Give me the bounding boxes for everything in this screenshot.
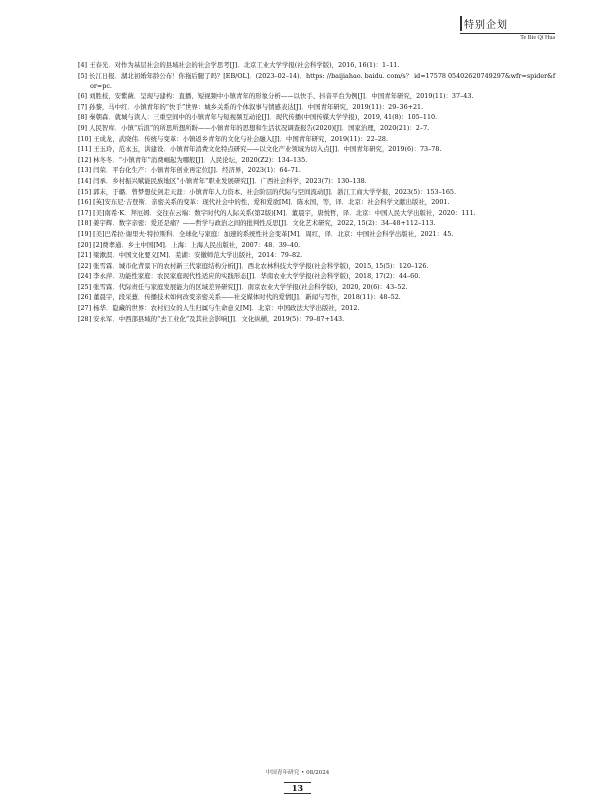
reference-item: [28] 安永军．中西部县域的“去工业化”及其社会影响[J]．文化纵横，2019(5)：79–87+143. [78, 314, 345, 323]
reference-item: [21] 梁漱溟．中国文化要义[M]．芜湖：安徽师范大学出版社，2014：79–82. [78, 251, 303, 260]
reference-item: [20] [2]费孝通．乡土中国[M]．上海：上海人民出版社，2007：48．39–40. [78, 240, 301, 249]
reference-item: [11] 王玉玲，范永玉，洪建设．小镇青年消费文化特点研究——以文化产业领域为切入点[J]．中国青年研究，2019(6)：73–78. [78, 145, 442, 154]
reference-item: [7] 孙黎，马中红．小镇青年的“快手”世界：城乡关系的个体叙事与情感表达[J]．中国青年研究，2019(11)：29–36+21. [78, 102, 424, 111]
reference-item: [15] 郭未，于璐．曾梦想仗剑走天涯：小镇青年人力资本、社会阶层的代际与空间流动[J]．浙江工商大学学报，2023(5)：153–165. [78, 187, 456, 196]
reference-item: [4] 王春光．对作为基层社会的县域社会的社会学思考[J]．北京工业大学学报(社会科学版)，2016, 16(1)：1–11. [78, 61, 400, 69]
reference-item: [14] 闫承．乡村振兴赋能民族地区“小镇青年”职业发展研究[J]．广西社会科学，2023(7)：130–138. [78, 176, 367, 185]
column-header [460, 16, 555, 41]
reference-item: [6] 刘胜枝，安紫薇．呈现与建构：直播、短视频中小镇青年的形象分析——以快手、抖音平台为例[J]．中国青年研究，2019(11)：37–43. [78, 92, 474, 101]
header-rule [460, 33, 555, 34]
reference-item: [25] 张雪霖．代际责任与家庭发展能力的区域差异研究[J]．南京农业大学学报(社会科学版)，2020, 20(6)：43–52. [78, 282, 408, 291]
reference-item: [17] [美]南希·K．拜厄姆．交往在云端：数字时代的人际关系(第2版)[M]．董晨宇，唐悦哲，译．北京：中国人民大学出版社，2020：111. [78, 208, 476, 217]
reference-item: [12] 林冬冬．“小镇青年”消费崛起为哪般[J]．人民论坛，2020(Z2)：134–135. [78, 155, 308, 164]
reference-item: [13] 闫荣．平台化生产：小镇青年创业再定位[J]．经济界，2023(1)：64–71. [78, 166, 301, 175]
reference-item: [27] 杨华．隐藏的世界：农村妇女的人生归属与生命意义[M]．北京：中国政法大学出版社，2012. [78, 304, 360, 313]
reference-item: [22] 张雪霖．城市化背景下的农村新三代家庭结构分析[J]．西北农林科技大学学报(社会科学版)，2015, 15(5)：120–126. [78, 261, 429, 270]
journal-issue: 中国青年研究 • 08/2024 [265, 770, 330, 776]
reference-item: [8] 秦朝森．就城与读人：三重空间中的小镇青年与短视频互动论[J]．现代传播(中国传媒大学学报)，2019, 41(8)：105–110. [78, 113, 438, 122]
page-footer [0, 768, 595, 795]
reference-list [78, 60, 558, 324]
reference-item: [16] [英]安东尼·吉登斯．亲密关系的变革：现代社会中的性、爱和爱欲[M]．陈永国，等，译．北京：社会科学文献出版社，2001. [78, 198, 450, 207]
reference-item: [19] [美]巴希拉·谢里夫·特拉斯科．全球化与家庭：加速的系统性社会变革[M]．周红，译．北京：中国社会科学出版社，2021：45. [78, 229, 454, 238]
reference-item: [18] 姜宇辉．数字亲密：爱还是痛？——哲学与政治之间的批判性反思[J]．文化艺术研究，2022, 15(2)：34–48+112–113. [78, 219, 436, 228]
reference-item: [10] 王成龙，武晓伟．传统与变革：小镇返乡青年的文化与社会融入[J]．中国青年研究，2019(11)：22–28. [78, 134, 389, 143]
reference-item: [24] 李永萍．功能性家庭：农民家庭现代性适应的实践形态[J]．华南农业大学学报(社会科学版)，2018, 17(2)：44–60. [78, 272, 421, 281]
column-title: 特别企划 [460, 16, 555, 31]
reference-item: [5] 长江日报．湖北初婚年龄公布！你拖后腿了吗？[EB/OL]．(2023–02–14)．https: //baijiahao. baidu. com/s？ id=17578 05402620749297&wfr=spider&for=pc. [78, 71, 556, 90]
page-number: 13 [284, 782, 311, 794]
reference-item: [26] 董晨宇，段采薏．传播技术如何改变亲密关系——社交媒体时代的爱情[J]．新闻与写作，2018(11)：48–52. [78, 293, 401, 302]
reference-item: [9] 人民智库．小镇“后浪”的所思所想所盼——小镇青年的思想和生活状况调查报告(2020)[J]．国家治理，2020(21)：2–7. [78, 123, 430, 132]
column-pinyin: Te Bie Qi Hua [520, 35, 555, 41]
